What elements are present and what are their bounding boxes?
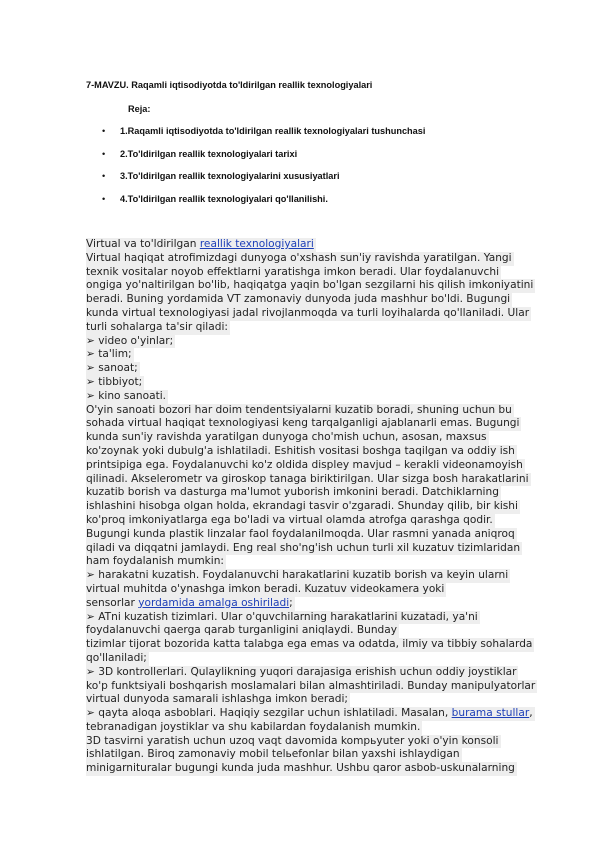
text-segment: sensorlar: [86, 596, 139, 609]
yordamida-link[interactable]: yordamida amalga oshiriladi: [138, 596, 290, 609]
text-line: O'yin sanoati bozori har doim tendentsiyalarni kuzatib boradi, shuning uchun bu: [86, 403, 512, 416]
plan-heading: Reja:: [128, 104, 151, 114]
bullet-line: ➢ 3D kontrollerlari. Qulaylikning yuqori darajasiga erishish uchun oddiy joystiklar: [86, 665, 517, 678]
text-line: ishlatilgan. Biroq zamonaviy mobil telьefonlar bilan yaxshi ishlaydigan: [86, 748, 460, 761]
text-line: printsipiga ega. Foydalanuvchi ko'z oldida displey mavjud – kerakli videonamoyish: [86, 458, 523, 471]
heading-text: Virtual va to'ldirilgan: [86, 238, 200, 250]
bullet-line: ➢ video o'yinlar;: [86, 334, 174, 347]
text-line: Bugungi kunda plastik linzalar faol foydalanilmoqda. Ular rasmni yanada aniqroq: [86, 527, 515, 540]
text-line: tebranadigan joystiklar va shu kabilardan foydalanish mumkin.: [86, 720, 421, 733]
text-segment: ;: [289, 596, 293, 609]
bullet-line: ➢ ATni kuzatish tizimlari. Ular o'quvchilarning harakatlarini kuzatadi, ya'ni: [86, 610, 478, 623]
plan-item: • 4.To'ldirilgan reallik texnologiyalari qo'llanilishi.: [100, 194, 425, 217]
text-line: ongiga yo'naltirilgan bo'lib, haqiqatga yaqin bo'lgan sezgilarni his qilish imkoniyatini: [86, 279, 534, 292]
bullet-line: ➢ tibbiyot;: [86, 375, 143, 388]
bullet-line: ➢ harakatni kuzatish. Foydalanuvchi harakatlarini kuzatib borish va keyin ularni: [86, 569, 509, 582]
text-line: texnik vositalar noyob effektlarni yaratishga imkon beradi. Ular foydalanuvchi: [86, 265, 500, 278]
text-line: foydalanuvchi qaerga qarab turganligini aniqlaydi. Bunday: [86, 624, 398, 637]
text-segment: ➢ qayta aloqa asboblari. Haqiqiy sezgilar uchun ishlatiladi. Masalan,: [86, 707, 452, 720]
text-line: qilinadi. Akselerometr va giroskop tanaga biriktirilgan. Ular sizga bosh harakatlarini: [86, 472, 529, 485]
text-line: virtual muhitda o'ynashga imkon beradi. Kuzatuv videokamera yoki: [86, 582, 445, 595]
text-line: qo'llaniladi;: [86, 651, 147, 664]
text-line: Virtual haqiqat atrofimizdagi dunyoga o'xshash sun'iy ravishda yaratilgan. Yangi: [86, 251, 512, 264]
text-line: ham foydalanish mumkin:: [86, 555, 224, 568]
text-line: ishlashini hisobga olgan holda, ekrandagi tasvir o'zgaradi. Shunday qilib, bir kishi: [86, 500, 518, 513]
text-line: turli sohalarga ta'sir qiladi:: [86, 320, 228, 333]
reallik-link[interactable]: reallik texnologiyalari: [199, 238, 314, 250]
text-line: qiladi va diqqatni jamlaydi. Eng real sho'ng'ish uchun turli xil kuzatuv tizimlaridan: [86, 541, 521, 554]
text-line: kunda sun'iy ravishda yaratilgan dunyoga cho'mish uchun, asosan, maxsus: [86, 431, 487, 444]
text-line: beradi. Buning yordamida VT zamonaviy dunyoda juda mashhur bo'ldi. Bugungi: [86, 293, 511, 306]
text-line: virtual dunyoda samarali ishlashga imkon beradi;: [86, 693, 348, 706]
burama-stullar-link[interactable]: burama stullar: [451, 707, 530, 720]
text-line: 3D tasvirni yaratish uchun uzoq vaqt davomida kompьyuter yoki o'yin konsoli: [86, 734, 499, 747]
body-text: [86, 238, 536, 776]
bullet-line: ➢ sanoat;: [86, 362, 138, 375]
topic-title: 7-MAVZU. Raqamli iqtisodiyotda to'ldirilgan reallik texnologiyalari: [86, 80, 373, 90]
section-heading: [86, 238, 316, 252]
text-line: ko'p funktsiyali boshqarish moslamalari bilan almashtiriladi. Bunday manipulyatorlar: [86, 679, 536, 692]
bullet-line: [86, 707, 535, 721]
text-line: minigarnituralar bugungi kunda juda mashhur. Ushbu qaror asbob-uskunalarning: [86, 762, 515, 775]
text-line: [86, 597, 295, 611]
text-line: tizimlar tijorat bozorida katta talabga ega emas va odatda, ilmiy va tibbiy sohalarda: [86, 638, 533, 651]
text-line: ko'proq imkoniyatlarga ega bo'ladi va virtual olamda atrofga qarashga qodir.: [86, 513, 493, 526]
plan-item: • 2.To'ldirilgan reallik texnologiyalari tarixi: [100, 149, 425, 172]
plan-list: [100, 126, 425, 216]
bullet-line: ➢ kino sanoati.: [86, 389, 167, 402]
bullet-line: ➢ ta'lim;: [86, 348, 132, 361]
text-line: kunda virtual texnologiyasi jadal rivojlanmoqda va turli loyihalarda qo'llaniladi. Ular: [86, 306, 530, 319]
text-segment: ,: [529, 707, 533, 720]
plan-item: • 3.To'ldirilgan reallik texnologiyalarini xususiyatlari: [100, 171, 425, 194]
text-line: sohada virtual haqiqat texnologiyasi keng tarqalganligi ajablanarli emas. Bugungi: [86, 417, 520, 430]
text-line: kuzatib borish va dasturga ma'lumot yuborish imkonini beradi. Datchiklarning: [86, 486, 499, 499]
text-line: ko'zoynak yoki dubulg'a ishlatiladi. Eshitish vositasi boshga taqilgan va oddiy ish: [86, 444, 515, 457]
plan-item: • 1.Raqamli iqtisodiyotda to'ldirilgan reallik texnologiyalari tushunchasi: [100, 126, 425, 149]
